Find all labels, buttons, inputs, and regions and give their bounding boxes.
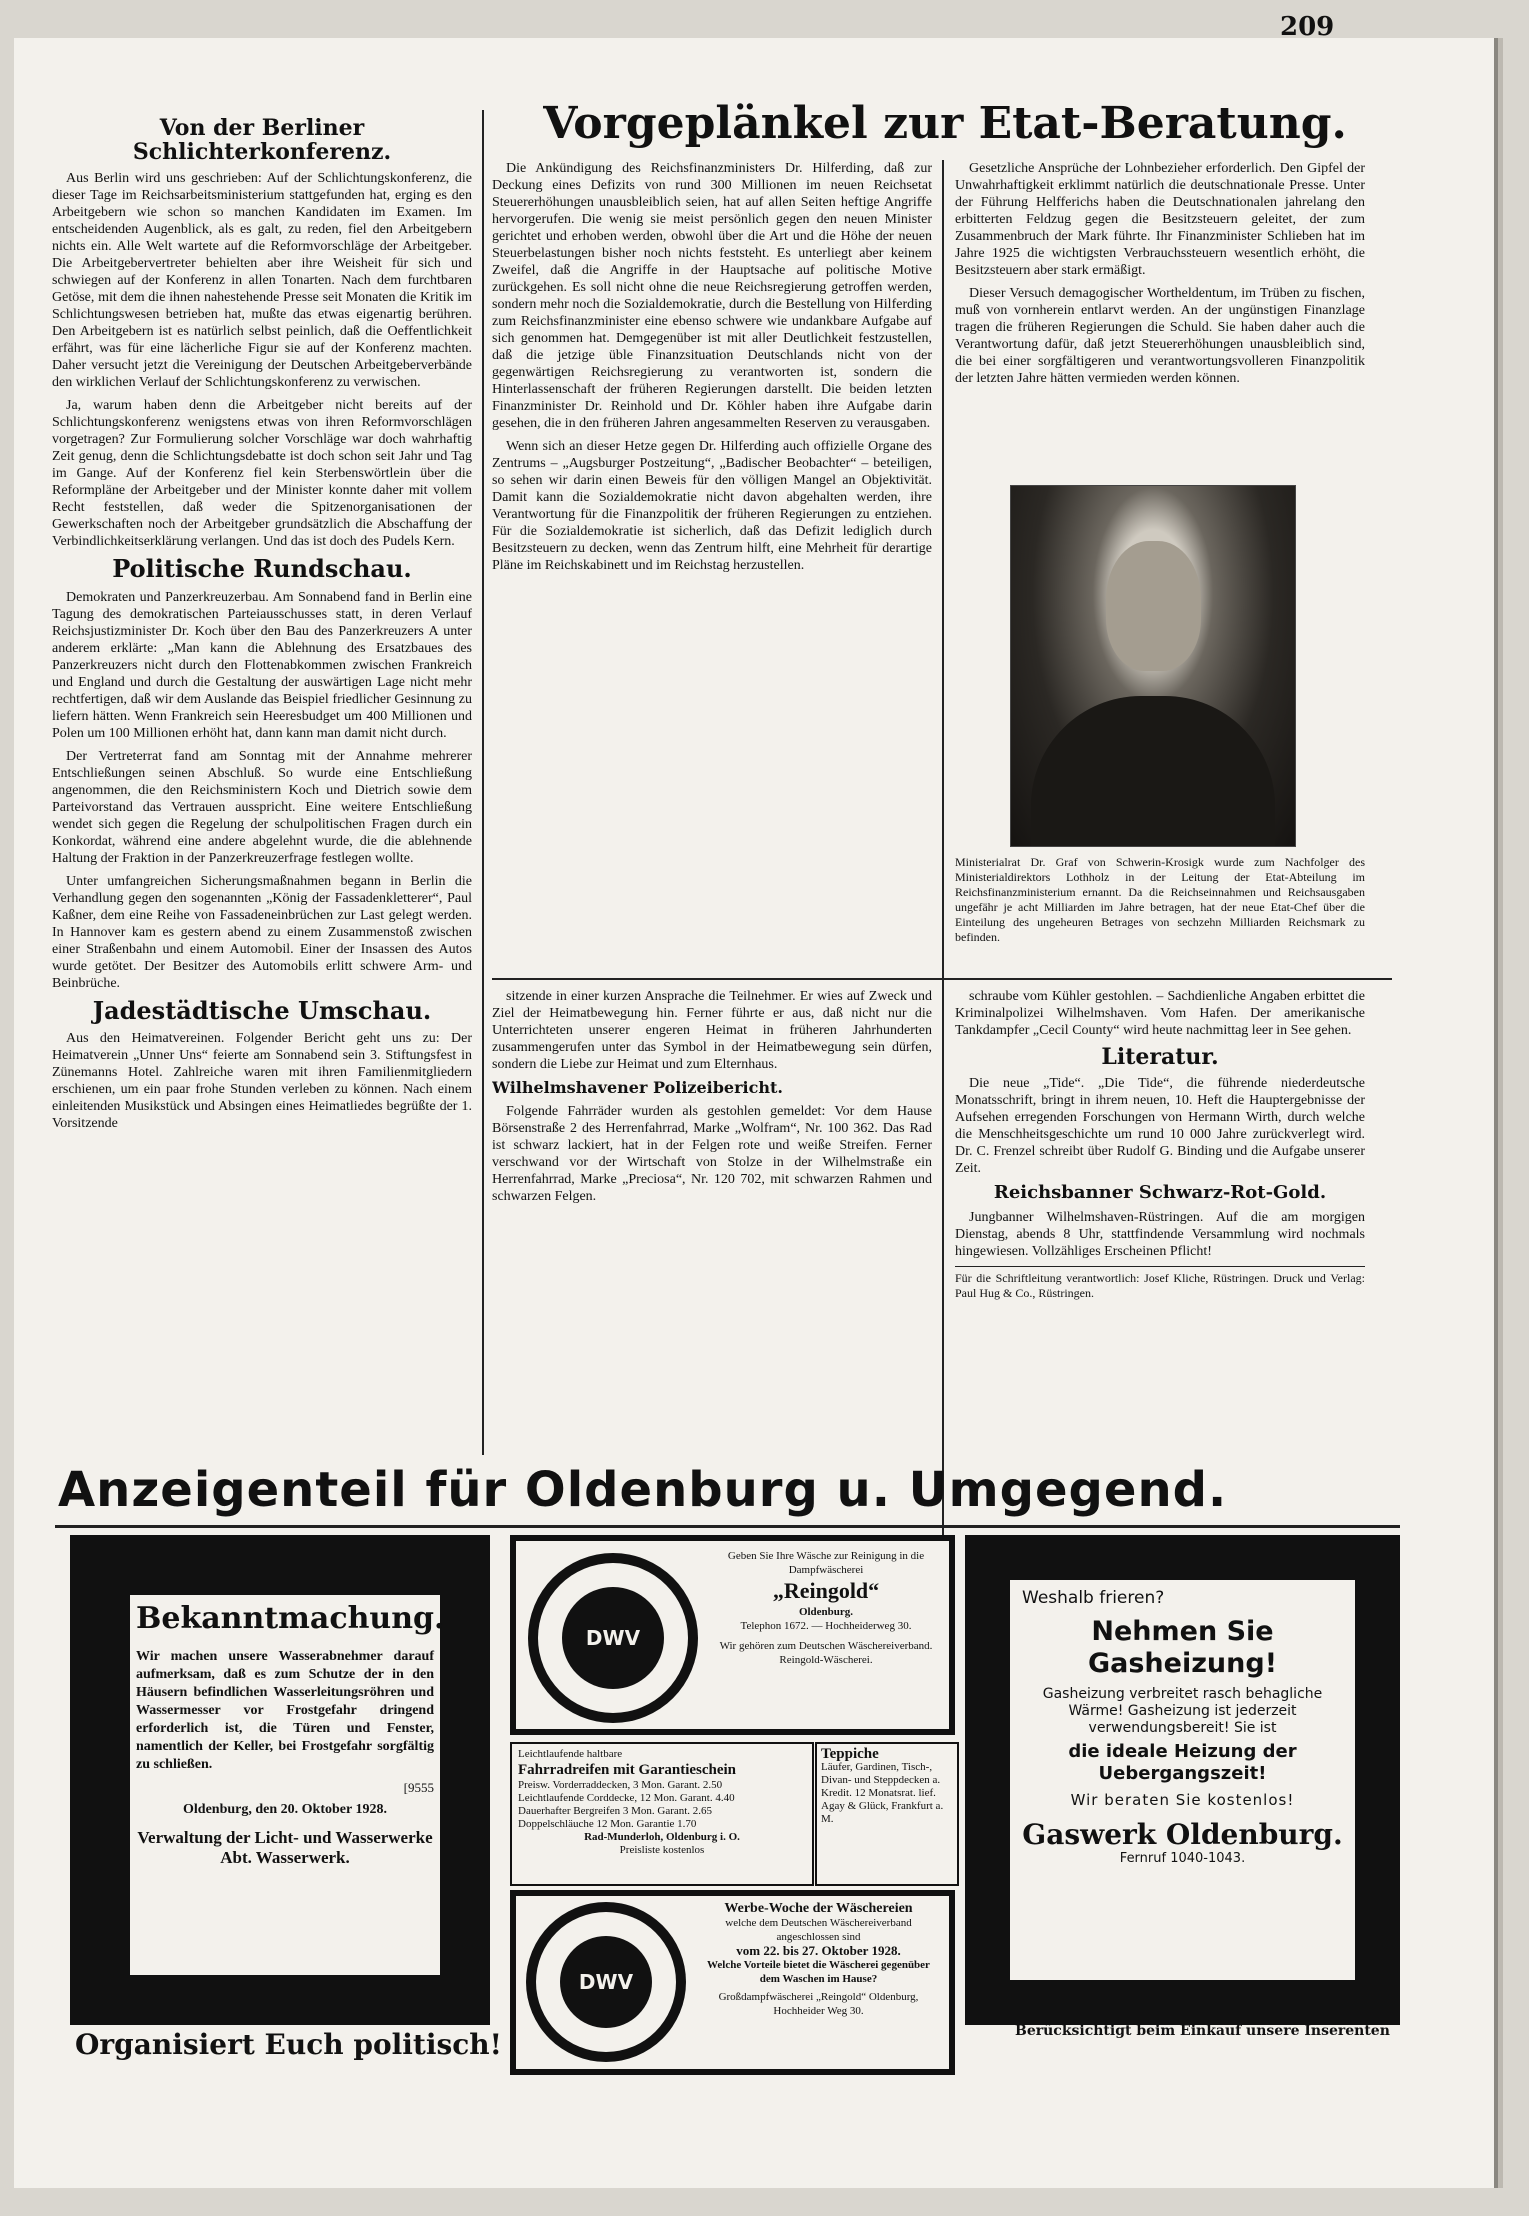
reingold-text [711,1549,941,1667]
article-text: Unter umfangreichen Sicherungsmaßnahmen begann in Berlin die Verhandlung gegen den sogenannten „König der Fassadenkletterer“, Paul Kaßner, dem eine Reihe von Fassadeneinbrüchen zur Last gelegt werden. In Hannover kam es gestern abend zu einem Zusammenstoß zwischen einer Straßenbahn und einem Automobil. Einer der Insassen des Autos wurde getötet. Der Besitzer des Automobils erlitt schwere Arm- und Beinbrüche. [52,873,472,991]
heading-politische-rundschau: Politische Rundschau. [112,554,412,584]
article-text: Ja, warum haben denn die Arbeitgeber nicht bereits auf der Schlichtungskonferenz wenigstens etwas von ihren Reformvorschlägen vorgetragen? Zur Formulierung solcher Vorschläge war doch wahrhaftig Zeit genug, denn die Schlichtungsdebatte ist doch schon seit Jahr und Tag im Gange. Auf der Konferenz fiel kein Sterbenswörtlein über die Reformpläne der Arbeitgeber und der Minister konnte daher mit vollem Recht feststellen, daß weder die Spitzenorganisationen der Gewerkschaften noch der Arbeitgeber grundsätzlich die Abschaffung der Verbindlichkeitserklärung verlangen. Und das ist doch des Pudels Kern. [52,398,472,550]
ad-body: Wir machen unsere Wasserabnehmer darauf aufmerksam, daß es zum Schutze der in den Häusern befindlichen Wasserleitungsröhren und Wassermesser vor Frostgefahr dringend erforderlich ist, die Türen und Fenster, namentlich der Keller, bei Frostgefahr sorgfältig zu schließen. [136,1649,434,1772]
article-text: Aus den Heimatvereinen. Folgender Bericht geht uns zu: Der Heimatverein „Unner Uns“ feierte am Sonnabend sein 3. Stiftungsfest in Zünemanns Hotel. Zahlreiche waren mit ihren Familienmitgliedern erschienen, um ein paar frohe Stunden verleben zu können. Nach einem einleitenden Musikstück und Absingen eines Heimatliedes begrüßte der 1. Vorsitzende [52,1031,472,1132]
article-text: Jungbanner Wilhelmshaven-Rüstringen. Auf die am morgigen Dienstag, abends 8 Uhr, stattfindende Versammlung wird nochmals hingewiesen. Vollzähliges Erscheinen Pflicht! [955,1209,1365,1259]
lower-column-a [492,988,932,1453]
gas-title: Nehmen Sie Gasheizung! [1087,1616,1278,1679]
fahrrad-line: Leichtlaufende Corddecke, 12 Mon. Garant. 4.40 [518,1792,735,1804]
heading-reichsbanner: Reichsbanner Schwarz-Rot-Gold. [993,1182,1327,1204]
ad-signature: Verwaltung der Licht- und Wasserwerke Abt. Wasserwerk. [137,1828,433,1867]
article-text: Demokraten und Panzerkreuzerbau. Am Sonnabend fand in Berlin eine Tagung des demokratischen Parteiausschusses statt, in deren Verlauf Reichsjustizminister Dr. Koch über den Bau des Panzerkreuzers A unter anderem erklärte: „Man kann die Ablehnung des Ersatzbaues des Panzerkreuzers nicht durch den Flottenabkommen zwischen Frankreich und England und durch die Gestaltung der auswärtigen Lage nicht mehr rechtfertigen, daß wir dem Auslande das Beispiel friedlicher Gesinnung zu liefern hätten. Wenn Frankreich sein Heeresbudget um 400 Millionen und Polen um 100 Millionen erhöht hat, dann kann man damit nicht durch. [52,589,472,741]
werbewoche-title: Werbe-Woche der Wäschereien [724,1901,913,1916]
ad-reingold [510,1535,955,1735]
column-divider [482,110,484,1455]
fahrrad-line: Doppelschläuche 12 Mon. Garantie 1.70 [518,1818,697,1830]
teppiche-title: Teppiche [821,1746,879,1762]
main-column-3 [955,160,1365,478]
ad-code: [9555 [403,1780,434,1795]
ad-reingold-inner [516,1541,949,1729]
article-text: Gesetzliche Ansprüche der Lohnbezieher erforderlich. Den Gipfel der Unwahrhaftigkeit erklimmt natürlich die deutschnationale Presse. Unter der Führung Helfferichs haben die Deutschnationalen jahrelang den erbitterten Feldzug gegen die Besitzsteuern geleitet, der zum Zusammenbruch der Mark führte. Ihr Finanzminister Schlieben hat im Jahre 1925 die wichtigsten Verbrauchssteuern wesentlich erhöht, die Besitzsteuern aber stark ermäßigt. [955,161,1365,278]
dwv-seal-icon: DWV [528,1553,698,1723]
fahrrad-text [512,1744,812,1861]
werbewoche-text [696,1902,941,2018]
ad-werbewoche [510,1890,955,2075]
reingold-intro: Geben Sie Ihre Wäsche zur Reinigung in die Dampfwäscherei [727,1550,925,1576]
werbewoche-firm: Großdampfwäscherei „Reingold“ Oldenburg, Hochheider Weg 30. [718,1991,919,2017]
section-divider [492,978,1392,980]
ad-bekanntmachung-inner [130,1595,445,1975]
werbewoche-dates: vom 22. bis 27. Oktober 1928. [736,1943,901,1958]
gas-phone: Fernruf 1040-1043. [1119,1851,1246,1866]
gas-question: Weshalb frieren? [1022,1588,1165,1608]
ad-fahrradreifen [510,1742,814,1886]
main-column-1 [492,160,932,976]
article-text: Die neue „Tide“. „Die Tide“, die führende niederdeutsche Monatsschrift, bringt in ihrem neuen, 10. Heft die Hauptergebnisse der Aufsehen erregenden Forschungen von Hermann Wirth, durch welche die Menschheitsgeschichte um rund 10 000 Jahre zurückverlegt wird. Dr. C. Frenzel schreibt über Rudolf G. Binding und die Aufgabe unserer Zeit. [955,1076,1365,1177]
ad-bekanntmachung [70,1535,490,2025]
article-text: schraube vom Kühler gestohlen. – Sachdienliche Angaben erbittet die Kriminalpolizei Wilhelmshaven. Vom Hafen. Der amerikanische Tankdampfer „Cecil County“ wird heute nachmittag leer in See gehen. [955,989,1365,1038]
ad-section-masthead: Anzeigenteil für Oldenburg u. Umgegend. [58,1462,1228,1518]
fahrrad-note: Preisliste kostenlos [619,1844,705,1856]
article-text: Folgende Fahrräder wurden als gestohlen gemeldet: Vor dem Hause Börsenstraße 2 des Herrenfahrrad, Marke „Wolfram“, Nr. 100 362. Das Rad ist schwarz lackiert, hat in der Felgen rote und weiße Streifen. Ferner verschwand vor der Wirtschaft von Stolze in der Wilhelmstraße ein Herrenfahrrad, Marke „Preciosa“, Nr. 120 702, mit schwarzen Rahmen und schwarzen Felgen. [492,1103,932,1204]
heading-literatur: Literatur. [1101,1044,1219,1070]
gas-firm: Gaswerk Oldenburg. [1022,1818,1343,1851]
teppiche-body: Läufer, Gardinen, Tisch-, Divan- und Steppdecken a. Kredit. 12 Monatsrat. lief. Agay & Glück, Frankfurt a. M. [821,1761,944,1825]
article-text: sitzende in einer kurzen Ansprache die Teilnehmer. Er wies auf Zweck und Ziel der Heimatbewegung hin. Ferner führte er aus, daß nicht nur die Unterrichteten unserer engeren Heimat in früheren Jahrhunderten zusammengerufen unter das Symbol in der Heimatbewegung sein dürfen, sondern die Liebe zur Heimat und zum Elternhaus. [492,989,932,1072]
gas-bold: die ideale Heizung der Uebergangszeit! [1068,1741,1297,1784]
article-text: Wenn sich an dieser Hetze gegen Dr. Hilferding auch offizielle Organe des Zentrums – „Augsburger Postzeitung“, „Badischer Beobachter“ – beteiligen, so sehen wir darin einen Beweis für den völligen Mangel an Objektivität. Damit kann die Sozialdemokratie nicht davon abgehalten werden, ihre Verantwortung für die Finanzpolitik der früheren Regierungen zu entziehen. Für die Sozialdemokratie ist sicherlich, daß das Defizit lediglich durch Besitzsteuern zu decken, wenn das Zentrum hilft, eine Mehrheit für derartige Pläne im Reichskabinett und im Reichstag herzustellen. [492,439,932,573]
heading-schlichterkonferenz: Von der Berliner Schlichterkonferenz. [132,115,392,166]
footer-inserenten: Berücksichtigt beim Einkauf unsere Inserenten [1015,2023,1390,2039]
portrait-face [1106,541,1201,671]
fahrrad-title: Fahrradreifen mit Garantieschein [518,1762,737,1778]
fahrrad-line: Dauerhafter Bergreifen 3 Mon. Garant. 2.65 [518,1805,713,1817]
reingold-body: Wir gehören zum Deutschen Wäschereiverband. Reingold-Wäscherei. [719,1640,933,1666]
footer-slogan: Organisiert Euch politisch! [75,2028,502,2061]
gas-cta: Wir beraten Sie kostenlos! [1070,1791,1295,1809]
imprint: Für die Schriftleitung verantwortlich: Josef Kliche, Rüstringen. Druck und Verlag: Paul Hug & Co., Rüstringen. [955,1266,1365,1301]
left-column [52,110,472,1460]
ad-teppiche [815,1742,959,1886]
ad-date: Oldenburg, den 20. Oktober 1928. [183,1802,387,1817]
portrait-photo [1010,485,1296,847]
article-text: Die Ankündigung des Reichsfinanzministers Dr. Hilferding, daß zur Deckung eines Defizits von rund 300 Millionen im neuen Reichsetat Steuererhöhungen unausbleiblich seien, hat auf allen Seiten heftige Angriffe hervorgerufen. Die wenig sie meist persönlich gegen den neuen Minister gerichtet und erhoben werden, obwohl über die Art und die Höhe der neuen Steuerbelastungen bisher noch nichts feststeht. Es unterliegt aber keinem Zweifel, daß die Angriffe in der Hauptsache auf politische Motive zurückgehen. Es soll nicht ohne die neue Reichsregierung getroffen werden, sondern mehr noch die Sozialdemokratie, durch die Bestellung von Hilferding zum Reichsfinanzminister eine ebenso schwere wie undankbare Aufgabe auf sich genommen hat. Demgegenüber ist mit aller Deutlichkeit festzustellen, daß die jetzige üble Finanzsituation Deutschlands nicht von der gegenwärtigen Reichsregierung zu verantworten ist, sondern die Hinterlassenschaft der früheren Regierungen darstellt. Die beiden letzten Finanzminister Dr. Reinhold und Dr. Köhler haben ihre Aufgabe darin gesehen, die in den früheren Jahren angesammelten Reserven zu verausgaben. [492,161,932,431]
dwv-seal-icon: DWV [526,1902,686,2062]
masthead-rule [55,1525,1400,1528]
portrait-suit [1031,696,1275,846]
reingold-phone: Telephon 1672. — Hochheiderweg 30. [740,1620,912,1632]
fahrrad-line: Preisw. Vorderraddecken, 3 Mon. Garant. 2.50 [518,1779,723,1791]
heading-polizeibericht: Wilhelmshavener Polizeibericht. [492,1078,783,1097]
werbewoche-question: Welche Vorteile bietet die Wäscherei gegenüber dem Waschen im Hause? [707,1959,930,1985]
photo-caption: Ministerialrat Dr. Graf von Schwerin-Krosigk wurde zum Nachfolger des Ministerialdirektors Lothholz in der Leitung der Etat-Abteilung im Reichsfinanzministerium ernannt. Da die Reichseinnahmen und Reichsausgaben ungefähr je acht Milliarden im Jahre betragen, hat der neue Etat-Chef über die Einteilung des ungeheuren Betrages von sechzehn Milliarden Reichsmark zu befinden. [955,855,1365,944]
ad-title: Bekanntmachung. [136,1601,445,1636]
article-text: Der Vertreterrat fand am Sonntag mit der Annahme mehrerer Entschließungen seinen Abschluß. So wurde eine Entschließung angenommen, die den Reichsministern Koch und Dietrich sowie dem Parteivorstand das Vertrauen ausspricht. Eine weitere Entschließung wendet sich gegen die Regelung der schulpolitischen Fragen durch ein Konkordat, während eine andere abgelehnt wurde, die die ablehnende Haltung der Fraktion in der Panzerkreuzerfrage festlegen wollte. [52,748,472,866]
gas-body: Gasheizung verbreitet rasch behagliche Wärme! Gasheizung ist jederzeit verwendungsbereit! Sie ist [1042,1686,1323,1736]
column-divider [942,160,944,1570]
article-text: Aus Berlin wird uns geschrieben: Auf der Schlichtungskonferenz, die dieser Tage im Reichsarbeitsministerium stattgefunden hat, erging es den Arbeitgebern wie schon so manchen Kandidaten im Examen. Im entscheidenden Augenblick, als es galt, zu reden, fiel den Arbeitgebern nichts ein. Alle Welt wartete auf die Reformvorschläge der Arbeitgeber. Die Arbeitgebervertreter behielten aber ihre Weisheit für sich und schwiegen auf der Konferenz in allen Tonarten. Nach dem furchtbaren Getöse, mit dem die ihnen nahestehende Presse seit Monaten die Kritik im Schlichtungswesen betrieben hat, mußte das etwas eigenartig berühren. Den Arbeitgebern ist es natürlich selbst peinlich, daß die Oeffentlichkeit erfährt, was für eine lächerliche Figur sie auf der Konferenz machten. Daher versucht jetzt die Vereinigung der Deutschen Arbeitgeberverbände den wirklichen Verlauf der Schlichtungskonferenz zu verwischen. [52,171,472,391]
reingold-city: Oldenburg. [798,1606,854,1618]
main-headline: Vorgeplänkel zur Etat-Beratung. [543,98,1347,149]
fahrrad-firm: Rad-Munderloh, Oldenburg i. O. [584,1831,740,1843]
werbewoche-body: welche dem Deutschen Wäschereiverband angeschlossen sind [725,1917,912,1943]
teppiche-text [817,1744,957,1830]
lower-column-b [955,988,1365,1453]
page-number: 209 [1280,12,1335,42]
article-text: Dieser Versuch demagogischer Wortheldentum, im Trüben zu fischen, muß von vornherein entlarvt werden. An der ungünstigen Finanzlage tragen die früheren Regierungen die Schuld. Sie haben daher auch die Verantwortung dafür, daß jetzt Steuererhöhungen unausbleiblich sind, die bei einer sorgfältigeren und verantwortungsvolleren Finanzpolitik der letzten Jahre hätten vermieden werden können. [955,286,1365,386]
ad-gasheizung [965,1535,1400,2025]
ad-werbewoche-inner [516,1896,949,2069]
fahrrad-head: Leichtlaufende haltbare [518,1748,623,1760]
ad-gas-inner [1010,1580,1355,1980]
reingold-name: „Reingold“ [772,1578,880,1603]
heading-jadestaedtische-umschau: Jadestädtische Umschau. [92,995,432,1025]
